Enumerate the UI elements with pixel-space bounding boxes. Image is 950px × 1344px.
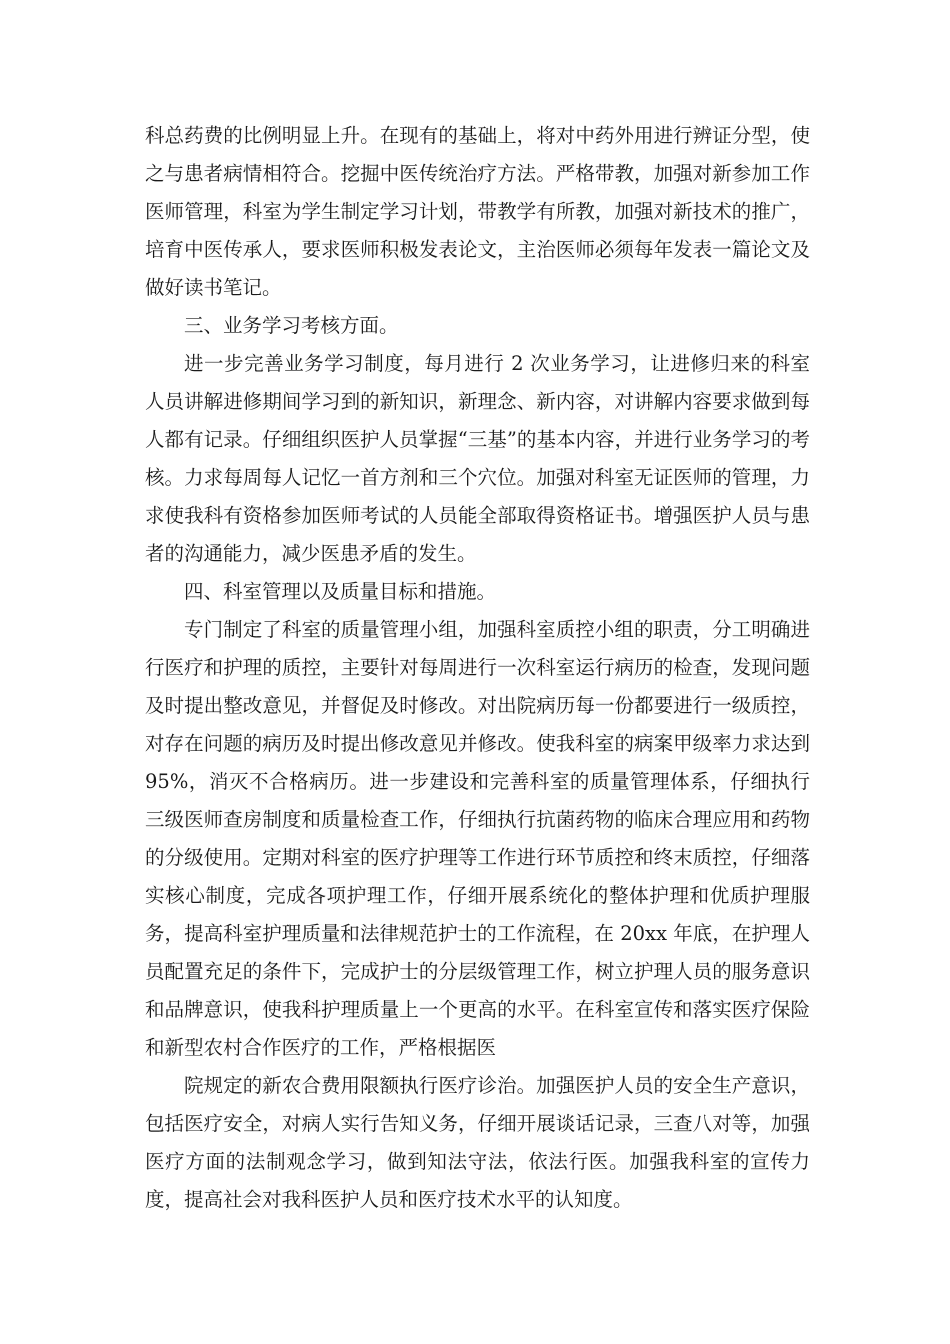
paragraph-quality-management: 专门制定了科室的质量管理小组，加强科室质控小组的职责，分工明确进行医疗和护理的质控，主要针对每周进行一次科室运行病历的检查，发现问题及时提出整改意见，并督促及时修改。对出院病历每一份都要进行一级质控，对存在问题的病历及时提出修改意见并修改。使我科室的病案甲级率力求达到 95%，消灭不合格病历。进一步建设和完善科室的质量管理体系，仔细执行三级医师查房制度和质量检查工作，仔细执行抗菌药物的临床合理应用和药物的分级使用。定期对科室的医疗护理等工作进行环节质控和终末质控，仔细落实核心制度，完成各项护理工作，仔细开展系统化的整体护理和优质护理服务，提高科室护理质量和法律规范护士的工作流程，在 20xx 年底，在护理人员配置充足的条件下，完成护士的分层级管理工作，树立护理人员的服务意识和品牌意识，使我科护理质量上一个更高的水平。在科室宣传和落实医疗保险和新型农村合作医疗的工作，严格根据医 <box>145 618 810 1059</box>
section-heading-4: 四、科室管理以及质量目标和措施。 <box>184 580 497 603</box>
document-body <box>145 117 810 1219</box>
paragraph-continuation: 科总药费的比例明显上升。在现有的基础上，将对中药外用进行辨证分型，使之与患者病情相符合。挖掘中医传统治疗方法。严格带教，加强对新参加工作医师管理，科室为学生制定学习计划，带教学有所教，加强对新技术的推广，培育中医传承人，要求医师积极发表论文，主治医师必须每年发表一篇论文及做好读书笔记。 <box>145 124 810 299</box>
paragraph-safety-awareness: 院规定的新农合费用限额执行医疗诊治。加强医护人员的安全生产意识，包括医疗安全，对病人实行告知义务，仔细开展谈话记录，三查八对等，加强医疗方面的法制观念学习，做到知法守法，依法行医。加强我科室的宣传力度，提高社会对我科医护人员和医疗技术水平的认知度。 <box>145 1074 810 1211</box>
section-heading-3: 三、业务学习考核方面。 <box>184 314 399 337</box>
paragraph-study-assessment: 进一步完善业务学习制度，每月进行 2 次业务学习，让进修归来的科室人员讲解进修期间学习到的新知识，新理念、新内容，对讲解内容要求做到每人都有记录。仔细组织医护人员掌握“三基”的基本内容，并进行业务学习的考核。力求每周每人记忆一首方剂和三个穴位。加强对科室无证医师的管理，力求使我科有资格参加医师考试的人员能全部取得资格证书。增强医护人员与患者的沟通能力，减少医患矛盾的发生。 <box>145 352 810 565</box>
